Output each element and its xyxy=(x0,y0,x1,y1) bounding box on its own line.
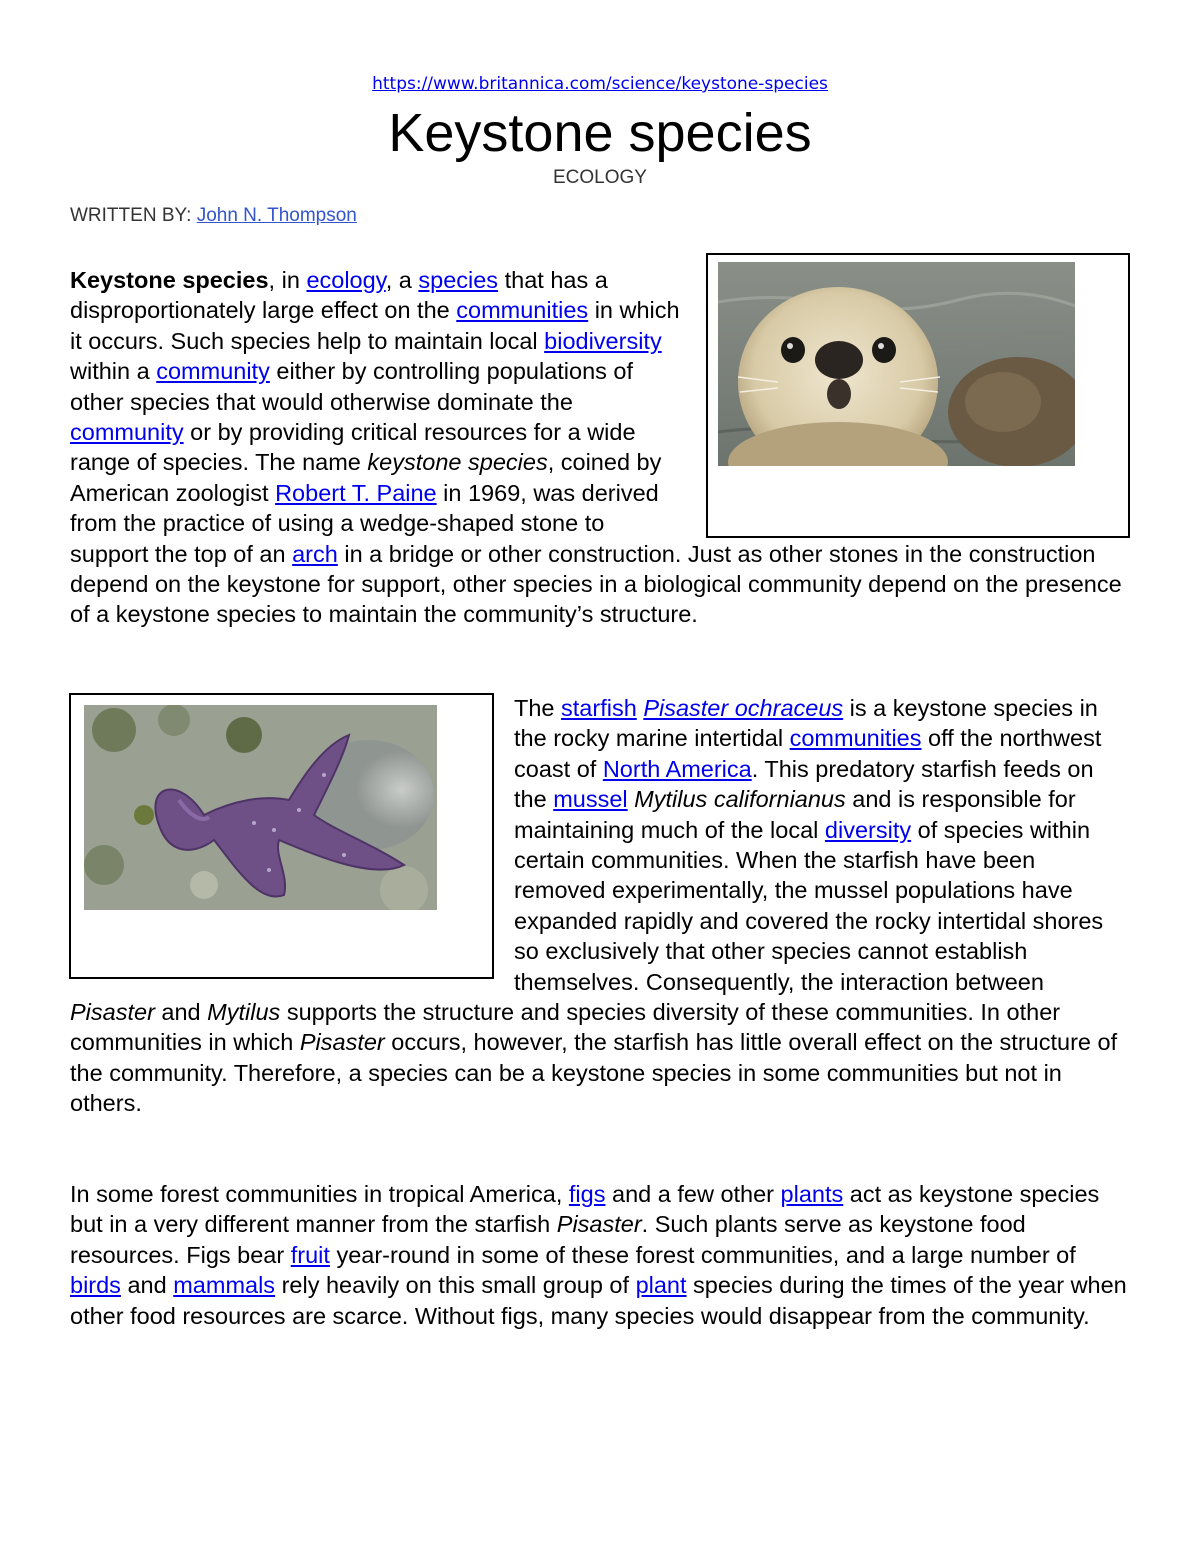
starfish-image-frame xyxy=(69,693,494,979)
text-span: of species within certain communities. When the starfish have been removed experimentally, the mussel populations have expanded rapidly and covered the rocky intertidal shores so exclusively that other species cannot establish themselves. Consequently, the interaction between xyxy=(514,816,1104,995)
term-keystone-species: Keystone species xyxy=(70,267,269,293)
text-span: in which it occurs. Such species help to maintain local xyxy=(70,297,680,354)
link-arch[interactable]: arch xyxy=(292,540,338,567)
link-figs[interactable]: figs xyxy=(568,1181,606,1207)
text-span: , coined by American zoologist xyxy=(70,449,662,506)
author-link[interactable]: John N. Thompson xyxy=(196,205,357,226)
text-span: , a xyxy=(385,267,419,293)
link-plants[interactable]: plants xyxy=(780,1181,844,1207)
link-starfish[interactable]: starfish xyxy=(561,695,637,721)
purple-starfish-photo xyxy=(84,705,437,910)
link-north-america[interactable]: North America xyxy=(602,755,752,782)
link-fruit[interactable]: fruit xyxy=(290,1241,330,1268)
text-span: and xyxy=(120,1272,174,1299)
link-pisaster-ochraceus[interactable]: Pisaster ochraceus xyxy=(643,695,844,721)
text-span: . Such plants serve as keystone food resources. Figs bear xyxy=(70,1211,1026,1268)
italic-mytilus: Mytilus xyxy=(207,999,281,1026)
written-by-label: WRITTEN BY: xyxy=(70,205,197,226)
text-span: is a keystone species in the rocky marine intertidal xyxy=(514,695,1098,752)
link-community[interactable]: community xyxy=(156,358,270,385)
link-species[interactable]: species xyxy=(418,267,499,293)
italic-pisaster: Pisaster xyxy=(70,999,155,1026)
page-title: Keystone species xyxy=(388,103,812,163)
link-mussel[interactable]: mussel xyxy=(553,786,628,813)
text-span: and is responsible for maintaining much of the local xyxy=(514,786,1076,843)
italic-pisaster: Pisaster xyxy=(299,1029,385,1056)
text-span: or by providing critical resources for a wide range of species. The name xyxy=(70,419,636,476)
starfish-paragraph xyxy=(70,693,1130,1119)
category-label: ECOLOGY xyxy=(553,167,647,188)
text-span: supports the structure and species diversity of these communities. In other communities in which xyxy=(70,999,1061,1056)
italic-pisaster: Pisaster xyxy=(556,1211,642,1238)
text-span: occurs, however, the starfish has little overall effect on the structure of the community. Therefore, a species can be a keystone species in some communities but not in others. xyxy=(70,1029,1118,1117)
text-span: that has a disproportionately large effect on the xyxy=(70,267,608,324)
link-plant[interactable]: plant xyxy=(635,1272,687,1299)
link-diversity[interactable]: diversity xyxy=(824,816,912,843)
link-birds[interactable]: birds xyxy=(70,1272,121,1299)
link-communities[interactable]: communities xyxy=(789,725,922,752)
link-community[interactable]: community xyxy=(70,419,184,446)
text-span: act as keystone species but in a very different manner from the starfish xyxy=(70,1181,1100,1238)
text-span: The xyxy=(514,695,562,721)
text-span: In some forest communities in tropical America, xyxy=(70,1181,569,1207)
source-url-link[interactable]: https://www.britannica.com/science/keystone-species xyxy=(372,74,828,94)
otter-image-frame xyxy=(706,253,1130,538)
text-span: off the northwest coast of xyxy=(514,725,1102,782)
text-span: rely heavily on this small group of xyxy=(275,1272,636,1299)
link-robert-paine[interactable]: Robert T. Paine xyxy=(275,479,437,506)
link-communities[interactable]: communities xyxy=(456,297,589,324)
text-span: in a bridge or other construction. Just as other stones in the construction depend on the keystone for support, other species in a biological community depend on the presence of a keystone species to maintain the community’s structure. xyxy=(70,540,1122,628)
text-span: species during the times of the year when other food resources are scarce. Without figs, many species would disappear from the community. xyxy=(70,1272,1127,1329)
link-biodiversity[interactable]: biodiversity xyxy=(544,327,662,354)
text-span: in 1969, was derived from the practice of using a wedge-shaped stone to support the top of an xyxy=(70,479,659,567)
text-span: within a xyxy=(70,358,157,385)
sea-otter-photo xyxy=(718,262,1075,466)
link-mammals[interactable]: mammals xyxy=(173,1272,276,1299)
italic-mytilus-californianus: Mytilus californianus xyxy=(634,786,846,813)
byline xyxy=(70,205,357,227)
text-span: . This predatory starfish feeds on the xyxy=(514,755,1094,813)
text-span: year-round in some of these forest communities, and a large number of xyxy=(329,1241,1076,1268)
figs-paragraph xyxy=(70,1179,1130,1331)
intro-paragraph xyxy=(70,265,1130,630)
text-span: and xyxy=(154,999,208,1026)
link-ecology[interactable]: ecology xyxy=(306,267,386,293)
text-span: either by controlling populations of other species that would otherwise dominate the xyxy=(70,358,634,415)
text-span: , in xyxy=(268,267,307,293)
italic-keystone-species: keystone species xyxy=(367,449,548,476)
text-span: and a few other xyxy=(605,1181,781,1207)
